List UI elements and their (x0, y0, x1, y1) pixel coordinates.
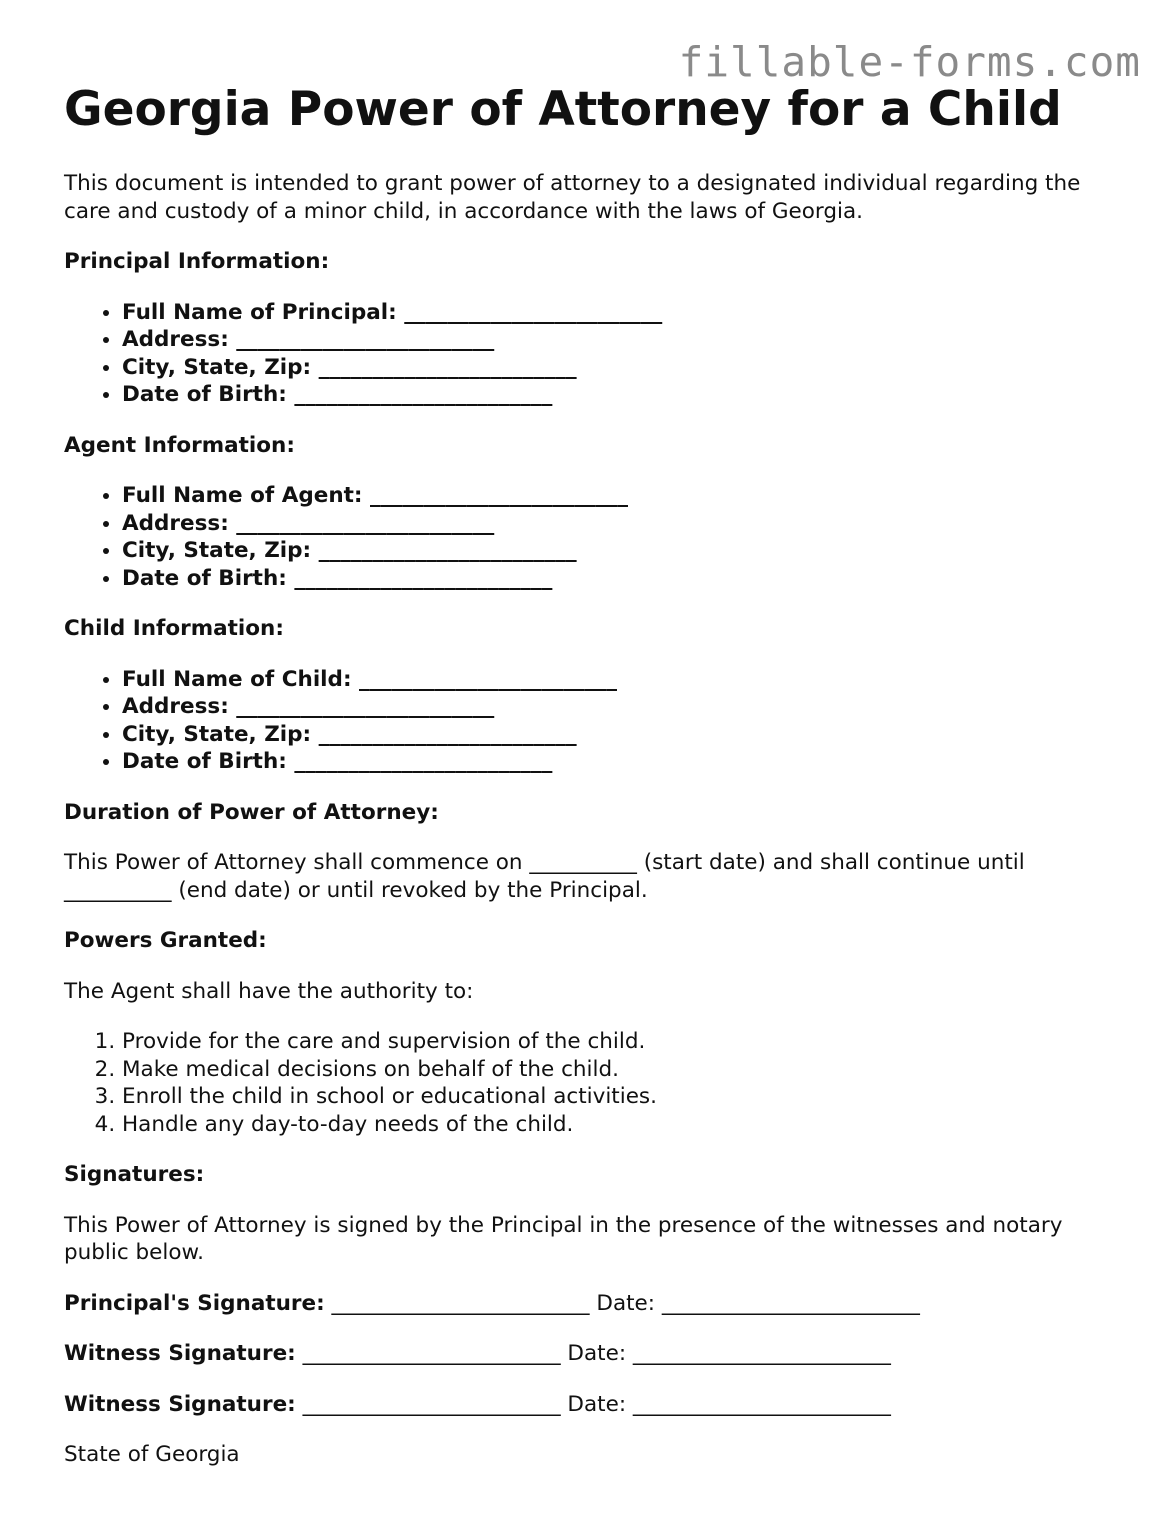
agent-fields (64, 482, 1124, 592)
witness-signature-label: Witness Signature: (64, 1391, 296, 1417)
watermark-logo: fillable-forms.com (678, 38, 1141, 86)
agent-address-field[interactable]: • Address: ________________________ (122, 510, 1124, 538)
principal-signature-blank[interactable]: ________________________ Date: ________________________ (324, 1290, 920, 1316)
powers-heading: Powers Granted: (64, 928, 267, 953)
child-address-field[interactable]: • Address: ________________________ (122, 693, 1124, 721)
power-item: 3. Enroll the child in school or educational activities. (122, 1083, 1124, 1111)
power-item: 1. Provide for the care and supervision of the child. (122, 1028, 1124, 1056)
principal-heading: Principal Information: (64, 249, 330, 274)
principal-signature-line[interactable] (64, 1290, 1124, 1318)
child-date-of-birth-field[interactable]: • Date of Birth: ________________________ (122, 748, 1124, 776)
intro-paragraph: This document is intended to grant power of attorney to a designated individual regarding the care and custody of a minor child, in accordance with the laws of Georgia. (64, 171, 1081, 224)
witness-signature-blank[interactable]: ________________________ Date: ________________________ (295, 1341, 891, 1366)
duration-paragraph[interactable]: This Power of Attorney shall commence on __________ (start date) and shall continue until __________ (end date) or until revoked by the Principal. (64, 850, 1025, 903)
witness-signature-line-2[interactable] (64, 1391, 1124, 1419)
principal-full-name-field[interactable]: • Full Name of Principal: ________________________ (122, 299, 1124, 327)
power-item: 4. Handle any day-to-day needs of the child. (122, 1111, 1124, 1139)
signatures-heading: Signatures: (64, 1162, 205, 1187)
document-title: Georgia Power of Attorney for a Child (64, 82, 1062, 137)
duration-heading: Duration of Power of Attorney: (64, 799, 439, 825)
principal-date-of-birth-field[interactable]: • Date of Birth: ________________________ (122, 381, 1124, 409)
child-heading: Child Information: (64, 616, 284, 641)
child-full-name-field[interactable]: • Full Name of Child: ________________________ (122, 666, 1124, 694)
document-page (64, 80, 1124, 1469)
witness-signature-label: Witness Signature: (64, 1341, 296, 1366)
agent-heading: Agent Information: (64, 432, 295, 458)
child-city-state-zip-field[interactable]: • City, State, Zip: ________________________ (122, 721, 1124, 749)
signatures-paragraph: This Power of Attorney is signed by the Principal in the presence of the witnesses and notary public below. (64, 1212, 1063, 1265)
agent-city-state-zip-field[interactable]: • City, State, Zip: ________________________ (122, 537, 1124, 565)
power-item: 2. Make medical decisions on behalf of the child. (122, 1056, 1124, 1084)
agent-date-of-birth-field[interactable]: • Date of Birth: ________________________ (122, 565, 1124, 593)
agent-full-name-field[interactable]: • Full Name of Agent: ________________________ (122, 482, 1124, 510)
principal-city-state-zip-field[interactable]: • City, State, Zip: ________________________ (122, 354, 1124, 382)
powers-intro: The Agent shall have the authority to: (64, 978, 474, 1004)
powers-list (64, 1028, 1124, 1138)
witness-signature-blank[interactable]: ________________________ Date: ________________________ (295, 1391, 891, 1417)
footer-state: State of Georgia (64, 1442, 240, 1467)
child-fields (64, 666, 1124, 776)
witness-signature-line-1[interactable] (64, 1340, 1124, 1368)
principal-signature-label: Principal's Signature: (64, 1290, 325, 1316)
principal-address-field[interactable]: • Address: ________________________ (122, 326, 1124, 354)
principal-fields (64, 299, 1124, 409)
